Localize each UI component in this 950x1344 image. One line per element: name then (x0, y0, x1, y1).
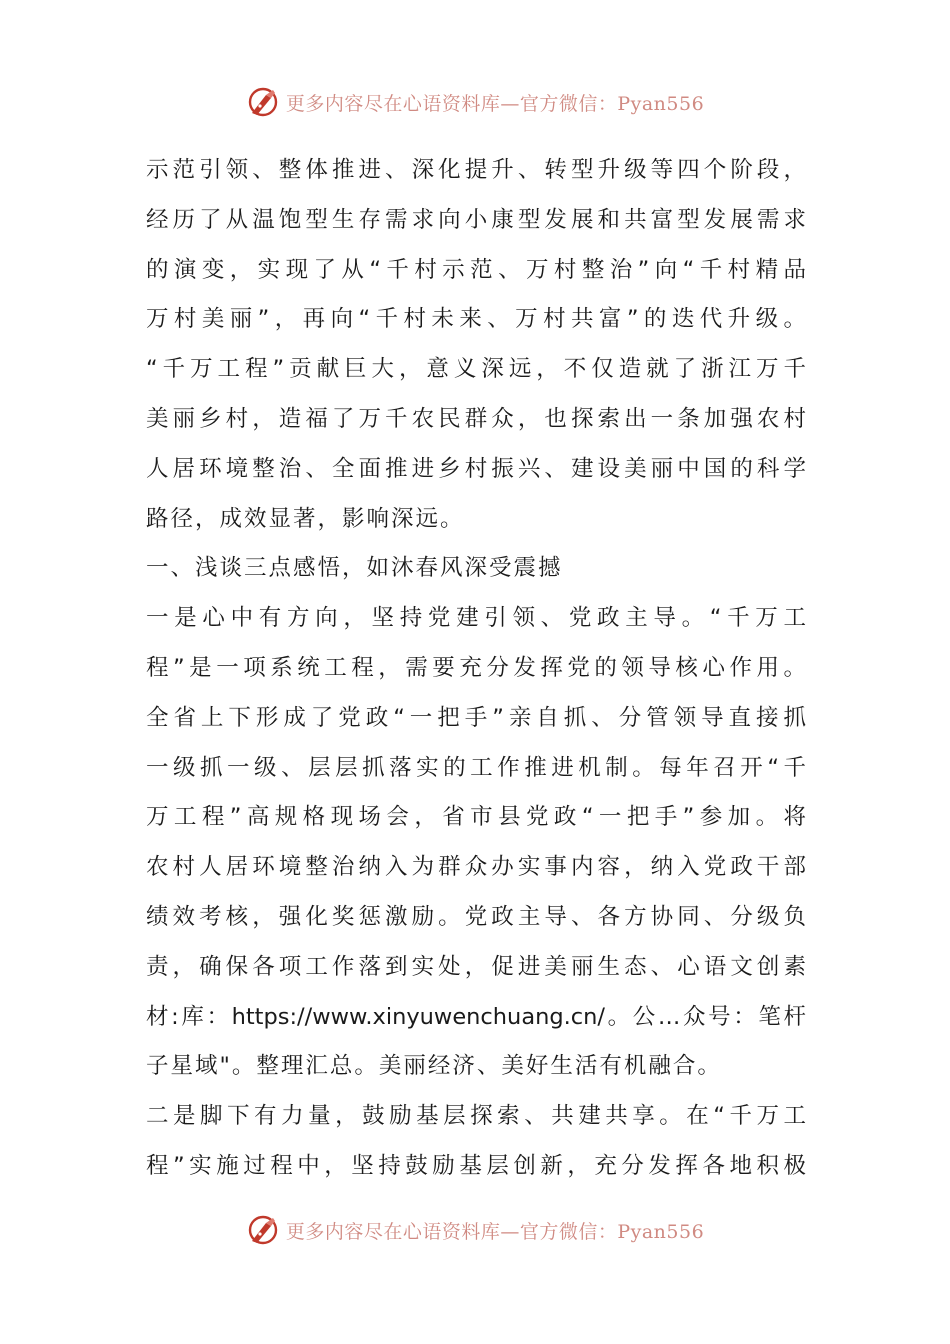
text-line: 程”是一项系统工程，需要充分发挥党的领导核心作用。 (146, 654, 806, 681)
section-heading: 一、浅谈三点感悟，如沐春风深受震撼 (146, 555, 563, 582)
text-line: 一是心中有方向，坚持党建引领、党政主导。“千万工 (146, 605, 806, 632)
text-line: 万村美丽”，再向“千村未来、万村共富”的迭代升级。 (146, 306, 806, 333)
document-body (146, 146, 806, 1192)
footer-banner-text: 更多内容尽在心语资料库—官方微信：Pyan556 (285, 1220, 705, 1243)
header-banner (0, 82, 950, 122)
text-line: 责，确保各项工作落到实处，促进美丽生态、心语文创素 (146, 953, 806, 980)
text-line: 示范引领、整体推进、深化提升、转型升级等四个阶段， (146, 157, 806, 183)
text-line: 万工程”高规格现场会，省市县党政“一把手”参加。将 (146, 804, 806, 831)
pen-nib-logo-icon (246, 85, 280, 119)
text-line: 一级抓一级、层层抓落实的工作推进机制。每年召开“千 (146, 754, 806, 781)
text-line: 的演变，实现了从“千村示范、万村整治”向“千村精品 (146, 256, 806, 283)
text-line: 路径，成效显著，影响深远。 (146, 505, 465, 532)
header-banner-text: 更多内容尽在心语资料库—官方微信：Pyan556 (285, 92, 705, 115)
text-line: 经历了从温饱型生存需求向小康型发展和共富型发展需求 (146, 206, 806, 233)
text-line: 子星域"。整理汇总。美丽经济、美好生活有机融合。 (146, 1053, 722, 1080)
text-line: 全省上下形成了党政“一把手”亲自抓、分管领导直接抓 (146, 704, 806, 731)
text-line: 人居环境整治、全面推进乡村振兴、建设美丽中国的科学 (146, 455, 806, 482)
text-line: 二是脚下有力量，鼓励基层探索、共建共享。在“千万工 (146, 1103, 806, 1130)
pen-nib-logo-icon (246, 1213, 280, 1247)
text-line: 程”实施过程中，坚持鼓励基层创新，充分发挥各地积极 (146, 1152, 806, 1179)
text-line: 农村人居环境整治纳入为群众办实事内容，纳入党政干部 (146, 854, 806, 881)
footer-banner (0, 1210, 950, 1250)
text-line: 绩效考核，强化奖惩激励。党政主导、各方协同、分级负 (146, 903, 806, 930)
text-line-with-url: 材:库：https://www.xinyuwenchuang.cn/。公…众号：笔杆 (146, 1003, 806, 1030)
text-line: 美丽乡村，造福了万千农民群众，也探索出一条加强农村 (146, 405, 806, 432)
text-line: “千万工程”贡献巨大，意义深远，不仅造就了浙江万千 (146, 356, 806, 383)
